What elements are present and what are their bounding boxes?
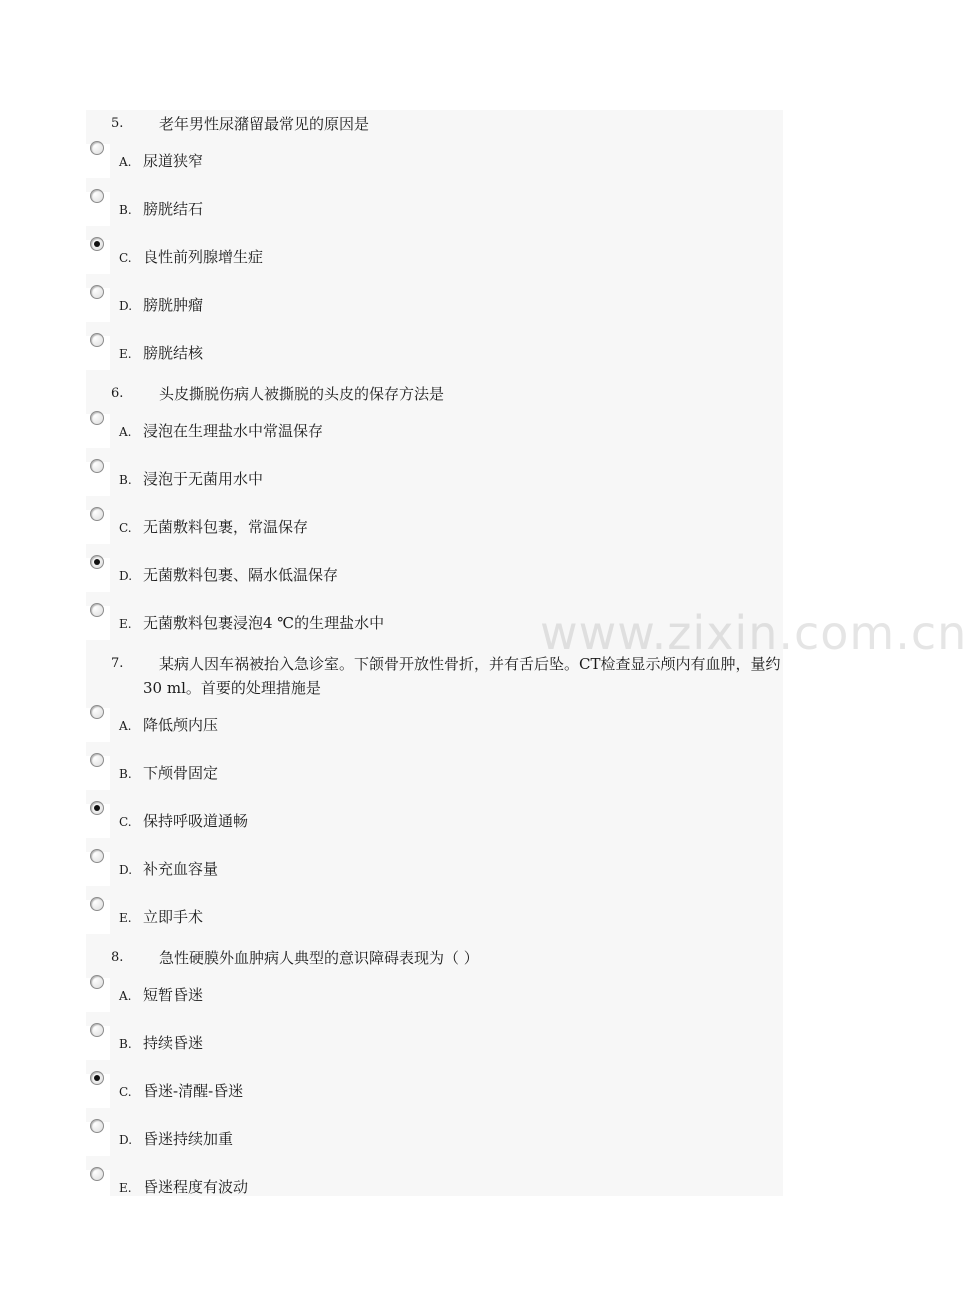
option-letter: A.: [119, 155, 132, 169]
option-text: 无菌敷料包裹、隔水低温保存: [143, 566, 339, 584]
option-c[interactable]: [86, 1082, 783, 1130]
question-stem: 老年男性尿潴留最常见的原因是: [159, 115, 370, 133]
option-text: 降低颅内压: [143, 716, 219, 734]
question-header: [86, 944, 783, 972]
watermark: www.zixin.com.cn: [540, 606, 967, 660]
option-letter: C.: [119, 521, 132, 535]
radio-cell: [86, 756, 110, 790]
radio-icon[interactable]: [90, 849, 104, 863]
radio-icon[interactable]: [90, 411, 104, 425]
option-letter: D.: [119, 299, 133, 313]
question-number: 6.: [111, 386, 124, 401]
radio-cell: [86, 804, 110, 838]
option-e[interactable]: [86, 1178, 783, 1214]
option-letter: D.: [119, 1133, 133, 1147]
radio-dot-icon: [94, 1075, 100, 1081]
option-letter: C.: [119, 1085, 132, 1099]
radio-cell: [86, 414, 110, 448]
radio-cell: [86, 336, 110, 370]
radio-dot-icon: [94, 805, 100, 811]
radio-selected-icon[interactable]: [90, 801, 104, 815]
question-stem: 急性硬膜外血肿病人典型的意识障碍表现为（ ）: [159, 949, 479, 967]
radio-cell: [86, 1170, 110, 1204]
question-5: [86, 110, 783, 380]
option-letter: E.: [119, 1181, 132, 1195]
option-letter: B.: [119, 1037, 132, 1051]
option-letter: B.: [119, 473, 132, 487]
option-text: 无菌敷料包裹，常温保存: [143, 518, 309, 536]
option-text: 良性前列腺增生症: [143, 248, 264, 266]
option-text: 膀胱结石: [143, 200, 204, 218]
option-text: 浸泡于无菌用水中: [143, 470, 264, 488]
question-number: 7.: [111, 656, 124, 671]
question-8: [86, 944, 783, 1214]
question-7: [86, 650, 783, 944]
radio-cell: [86, 606, 110, 640]
option-text: 无菌敷料包裹浸泡4 ℃的生理盐水中: [143, 614, 385, 632]
radio-icon[interactable]: [90, 141, 104, 155]
option-text: 尿道狭窄: [143, 152, 204, 170]
radio-dot-icon: [94, 559, 100, 565]
radio-cell: [86, 708, 110, 742]
radio-cell: [86, 240, 110, 274]
radio-icon[interactable]: [90, 285, 104, 299]
radio-icon[interactable]: [90, 603, 104, 617]
option-b[interactable]: [86, 1034, 783, 1082]
option-text: 浸泡在生理盐水中常温保存: [143, 422, 324, 440]
radio-cell: [86, 510, 110, 544]
option-a[interactable]: [86, 422, 783, 470]
option-letter: B.: [119, 767, 132, 781]
option-text: 保持呼吸道通畅: [143, 812, 249, 830]
radio-icon[interactable]: [90, 507, 104, 521]
option-d[interactable]: [86, 296, 783, 344]
option-a[interactable]: [86, 716, 783, 764]
option-text: 立即手术: [143, 908, 204, 926]
radio-icon[interactable]: [90, 459, 104, 473]
option-c[interactable]: [86, 812, 783, 860]
radio-selected-icon[interactable]: [90, 237, 104, 251]
option-a[interactable]: [86, 152, 783, 200]
option-letter: C.: [119, 815, 132, 829]
radio-icon[interactable]: [90, 333, 104, 347]
option-letter: A.: [119, 719, 132, 733]
radio-cell: [86, 558, 110, 592]
radio-icon[interactable]: [90, 1119, 104, 1133]
radio-cell: [86, 462, 110, 496]
radio-icon[interactable]: [90, 705, 104, 719]
radio-icon[interactable]: [90, 975, 104, 989]
option-e[interactable]: [86, 908, 783, 944]
question-number: 5.: [111, 116, 124, 131]
option-text: 昏迷持续加重: [143, 1130, 234, 1148]
radio-icon[interactable]: [90, 753, 104, 767]
option-b[interactable]: [86, 764, 783, 812]
option-a[interactable]: [86, 986, 783, 1034]
radio-cell: [86, 144, 110, 178]
question-number: 8.: [111, 950, 124, 965]
radio-dot-icon: [94, 241, 100, 247]
question-header: [86, 110, 783, 138]
radio-cell: [86, 288, 110, 322]
option-c[interactable]: [86, 248, 783, 296]
option-d[interactable]: [86, 860, 783, 908]
radio-cell: [86, 1122, 110, 1156]
radio-selected-icon[interactable]: [90, 555, 104, 569]
option-text: 膀胱肿瘤: [143, 296, 204, 314]
option-letter: E.: [119, 911, 132, 925]
option-letter: B.: [119, 203, 132, 217]
radio-cell: [86, 1074, 110, 1108]
option-text: 补充血容量: [143, 860, 219, 878]
option-text: 下颅骨固定: [143, 764, 219, 782]
option-c[interactable]: [86, 518, 783, 566]
radio-cell: [86, 1026, 110, 1060]
radio-icon[interactable]: [90, 897, 104, 911]
question-stem: 某病人因车祸被抬入急诊室。下颌骨开放性骨折，并有舌后坠。CT检查显示颅内有血肿，量约30 ml。首要的处理措施是: [143, 655, 781, 697]
option-text: 膀胱结核: [143, 344, 204, 362]
radio-selected-icon[interactable]: [90, 1071, 104, 1085]
option-text: 昏迷程度有波动: [143, 1178, 249, 1196]
radio-cell: [86, 852, 110, 886]
option-text: 短暂昏迷: [143, 986, 204, 1004]
option-letter: E.: [119, 347, 132, 361]
radio-cell: [86, 978, 110, 1012]
option-b[interactable]: [86, 470, 783, 518]
radio-icon[interactable]: [90, 1023, 104, 1037]
option-d[interactable]: [86, 1130, 783, 1178]
option-letter: D.: [119, 569, 133, 583]
option-e[interactable]: [86, 344, 783, 380]
option-letter: E.: [119, 617, 132, 631]
option-letter: C.: [119, 251, 132, 265]
option-letter: A.: [119, 425, 132, 439]
radio-icon[interactable]: [90, 189, 104, 203]
radio-cell: [86, 900, 110, 934]
question-header: [86, 380, 783, 408]
option-b[interactable]: [86, 200, 783, 248]
option-text: 昏迷-清醒-昏迷: [143, 1082, 244, 1100]
option-text: 持续昏迷: [143, 1034, 204, 1052]
radio-cell: [86, 192, 110, 226]
option-letter: D.: [119, 863, 133, 877]
question-stem: 头皮撕脱伤病人被撕脱的头皮的保存方法是: [159, 385, 445, 403]
option-letter: A.: [119, 989, 132, 1003]
radio-icon[interactable]: [90, 1167, 104, 1181]
